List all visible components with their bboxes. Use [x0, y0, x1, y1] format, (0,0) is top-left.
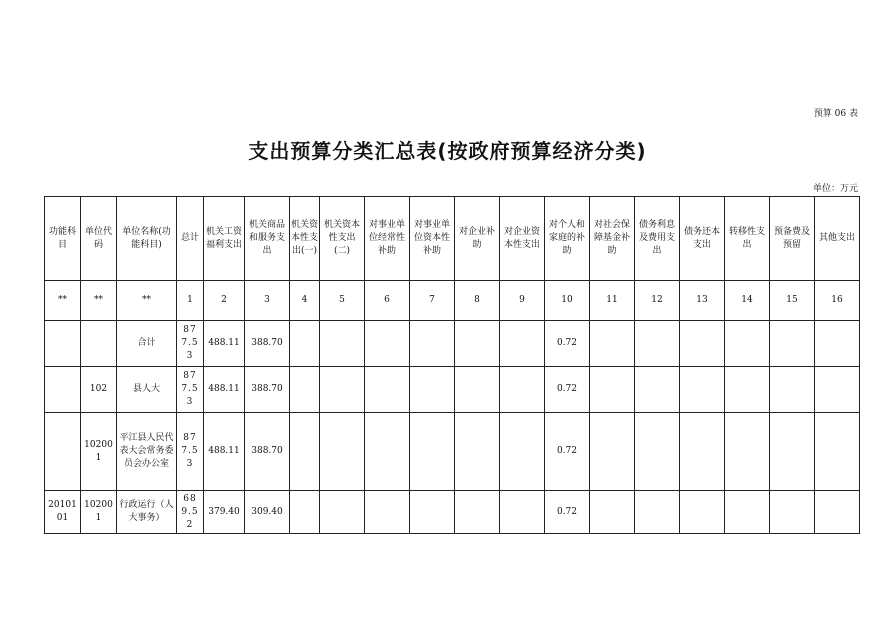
table-cell: 平江县人民代表大会常务委员会办公室: [117, 413, 177, 491]
table-cell: [815, 413, 860, 491]
header-cell: 债务还本支出: [680, 197, 725, 281]
table-cell: [770, 413, 815, 491]
page-title: 支出预算分类汇总表(按政府预算经济分类): [248, 139, 647, 163]
table-cell: [410, 413, 455, 491]
table-cell: [320, 413, 365, 491]
table-cell: [290, 367, 320, 413]
table-cell: [815, 491, 860, 534]
table-row: [45, 321, 860, 367]
table-cell: [770, 321, 815, 367]
index-cell: **: [45, 281, 81, 321]
table-cell: [455, 321, 500, 367]
index-cell: 2: [204, 281, 245, 321]
table-row: [45, 367, 860, 413]
table-cell: 102001: [81, 491, 117, 534]
index-cell: 9: [500, 281, 545, 321]
index-cell: 15: [770, 281, 815, 321]
table-cell: 0.72: [545, 321, 590, 367]
header-row: [45, 197, 860, 281]
index-cell: 12: [635, 281, 680, 321]
header-cell: 机关资本性支出(二): [320, 197, 365, 281]
header-cell: 其他支出: [815, 197, 860, 281]
header-cell: 对事业单位经常性补助: [365, 197, 410, 281]
table-cell: 689.52: [177, 491, 204, 534]
table-cell: [725, 321, 770, 367]
table-cell: 488.11: [204, 321, 245, 367]
column-index-row: [45, 281, 860, 321]
header-cell: 对社会保障基金补助: [590, 197, 635, 281]
table-cell: [635, 413, 680, 491]
table-cell: [770, 367, 815, 413]
table-cell: [590, 367, 635, 413]
table-cell: [365, 491, 410, 534]
header-cell: 单位代码: [81, 197, 117, 281]
header-cell: 机关资本性支出(一): [290, 197, 320, 281]
table-cell: 488.11: [204, 367, 245, 413]
table-cell: 309.40: [245, 491, 290, 534]
table-cell: 行政运行（人大事务）: [117, 491, 177, 534]
table-cell: 102001: [81, 413, 117, 491]
table-cell: 877.53: [177, 413, 204, 491]
table-cell: [500, 367, 545, 413]
table-cell: [320, 321, 365, 367]
table-cell: [365, 321, 410, 367]
table-cell: [815, 367, 860, 413]
table-row: [45, 491, 860, 534]
table-cell: [680, 367, 725, 413]
table-cell: [45, 413, 81, 491]
table-cell: [770, 491, 815, 534]
header-cell: 预备费及预留: [770, 197, 815, 281]
table-cell: 102: [81, 367, 117, 413]
table-cell: [45, 321, 81, 367]
header-cell: 单位名称(功能科目): [117, 197, 177, 281]
table-cell: [500, 321, 545, 367]
header-cell: 机关工资福利支出: [204, 197, 245, 281]
table-cell: [725, 491, 770, 534]
table-cell: 0.72: [545, 413, 590, 491]
table-cell: 388.70: [245, 321, 290, 367]
header-cell: 转移性支出: [725, 197, 770, 281]
table-cell: 合计: [117, 321, 177, 367]
index-cell: 5: [320, 281, 365, 321]
index-cell: 3: [245, 281, 290, 321]
index-cell: **: [117, 281, 177, 321]
table-cell: [680, 491, 725, 534]
table-cell: [45, 367, 81, 413]
index-cell: 1: [177, 281, 204, 321]
table-cell: [81, 321, 117, 367]
index-cell: 14: [725, 281, 770, 321]
table-cell: [635, 367, 680, 413]
table-cell: 388.70: [245, 367, 290, 413]
table-cell: 877.53: [177, 321, 204, 367]
table-cell: [725, 367, 770, 413]
index-cell: 4: [290, 281, 320, 321]
table-cell: [815, 321, 860, 367]
index-cell: **: [81, 281, 117, 321]
index-cell: 6: [365, 281, 410, 321]
table-cell: [410, 367, 455, 413]
table-cell: [500, 491, 545, 534]
unit-label: 单位：万元: [812, 184, 858, 194]
index-cell: 10: [545, 281, 590, 321]
table-cell: [290, 321, 320, 367]
table-cell: [500, 413, 545, 491]
header-cell: 对个人和家庭的补助: [545, 197, 590, 281]
table-cell: [455, 491, 500, 534]
table-cell: [635, 321, 680, 367]
header-cell: 对企业补助: [455, 197, 500, 281]
table-cell: [590, 491, 635, 534]
index-cell: 8: [455, 281, 500, 321]
header-cell: 对企业资本性支出: [500, 197, 545, 281]
table-cell: 县人大: [117, 367, 177, 413]
table-cell: [590, 321, 635, 367]
index-cell: 13: [680, 281, 725, 321]
table-cell: 488.11: [204, 413, 245, 491]
form-number: 预算 06 表: [813, 109, 858, 119]
header-cell: 功能科目: [45, 197, 81, 281]
header-cell: 机关商品和服务支出: [245, 197, 290, 281]
budget-table: [44, 196, 860, 534]
index-cell: 7: [410, 281, 455, 321]
index-cell: 11: [590, 281, 635, 321]
table-cell: [365, 367, 410, 413]
index-cell: 16: [815, 281, 860, 321]
table-cell: [680, 321, 725, 367]
table-cell: 0.72: [545, 367, 590, 413]
table-cell: [635, 491, 680, 534]
table-cell: [365, 413, 410, 491]
table-cell: [320, 367, 365, 413]
table-cell: [455, 367, 500, 413]
table-cell: 388.70: [245, 413, 290, 491]
table-cell: 2010101: [45, 491, 81, 534]
table-cell: [680, 413, 725, 491]
header-cell: 总计: [177, 197, 204, 281]
table-cell: [590, 413, 635, 491]
table-cell: [410, 491, 455, 534]
header-cell: 债务利息及费用支出: [635, 197, 680, 281]
table-cell: [455, 413, 500, 491]
table-cell: [320, 491, 365, 534]
table-cell: 877.53: [177, 367, 204, 413]
table-cell: [290, 491, 320, 534]
table-row: [45, 413, 860, 491]
header-cell: 对事业单位资本性补助: [410, 197, 455, 281]
table-cell: [410, 321, 455, 367]
table-cell: [725, 413, 770, 491]
table-cell: 0.72: [545, 491, 590, 534]
table-cell: [290, 413, 320, 491]
table-cell: 379.40: [204, 491, 245, 534]
